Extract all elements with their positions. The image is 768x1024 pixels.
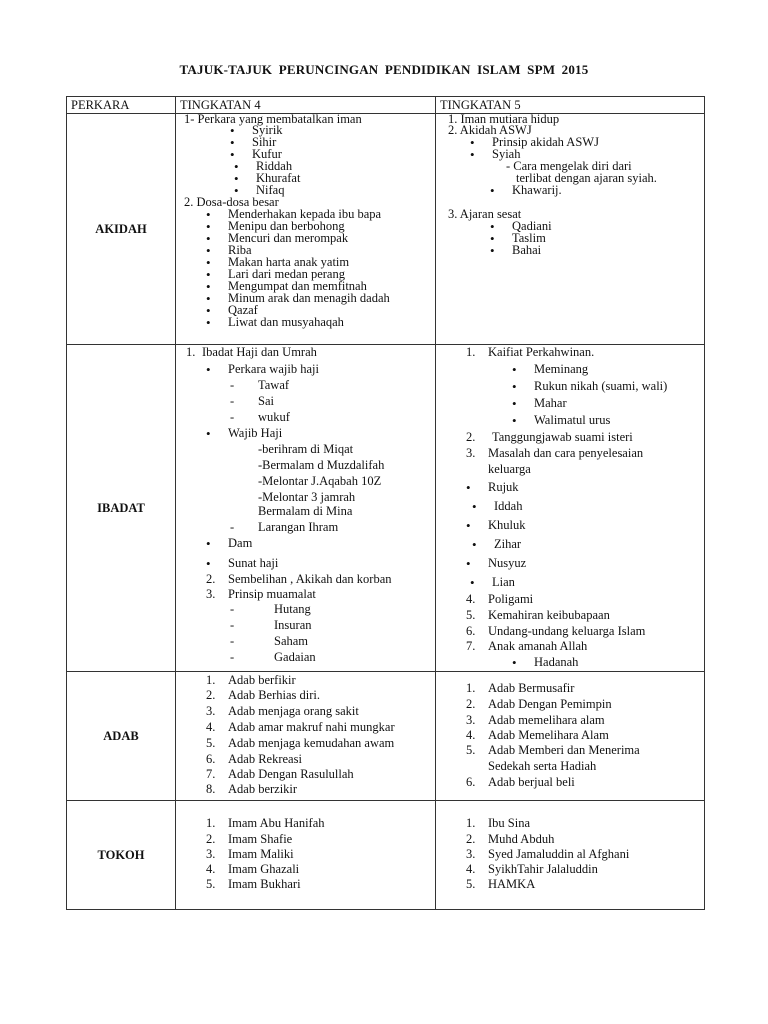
list-item: -berihram di Miqat: [258, 442, 354, 456]
list-item: • Khuluk: [488, 519, 526, 532]
list-item: 7.: [206, 767, 216, 781]
list-item: Adab berzikir: [228, 782, 298, 796]
list-item: • Sihir: [252, 136, 276, 149]
list-item: 1.: [186, 345, 196, 359]
list-item: Muhd Abduh: [488, 832, 555, 846]
row-label-adab: ADAB: [67, 672, 176, 801]
list-item: Adab menjaga kemudahan awam: [228, 736, 395, 750]
list-item: Syed Jamaluddin al Afghani: [488, 847, 630, 861]
list-item: • Mengumpat dan memfitnah: [228, 280, 367, 293]
list-item: Adab Memelihara Alam: [488, 728, 609, 742]
header-tingkatan-4: TINGKATAN 4: [176, 97, 436, 114]
list-item: -Bermalam d Muzdalifah: [258, 458, 385, 472]
list-item: Sedekah serta Hadiah: [488, 759, 597, 773]
list-item: 1.: [466, 345, 476, 359]
list-item: 2.: [466, 697, 476, 711]
list-item: 5.: [466, 877, 476, 891]
ibadat-tingkatan-4: [176, 345, 436, 672]
list-item: -: [230, 634, 235, 648]
table-header-row: [67, 97, 705, 114]
list-item: • Syiah: [492, 148, 520, 161]
list-item: Poligami: [488, 592, 534, 606]
list-item: 3.: [206, 704, 216, 718]
list-item: • Meminang: [534, 363, 588, 376]
list-item: 3.: [206, 587, 216, 601]
list-item: 5.: [206, 877, 216, 891]
list-item: 4.: [466, 592, 476, 606]
ibadat-tingkatan-5: [436, 345, 705, 672]
list-item: Imam Shafie: [228, 832, 293, 846]
list-item: -: [230, 618, 235, 632]
list-item: terlibat dengan ajaran syiah.: [516, 171, 657, 185]
list-item: • Iddah: [494, 500, 522, 513]
list-item: -: [230, 520, 235, 534]
list-item: -: [230, 410, 235, 424]
list-item: 3.: [466, 847, 476, 861]
list-item: SyikhTahir Jalaluddin: [488, 862, 598, 876]
list-item: -: [230, 394, 235, 408]
tokoh-tingkatan-5: [436, 801, 705, 910]
list-item: keluarga: [488, 462, 531, 476]
list-item: 3.: [466, 713, 476, 727]
list-item: HAMKA: [488, 877, 536, 891]
list-item: 4.: [466, 862, 476, 876]
list-item: 2. Akidah ASWJ: [448, 123, 532, 137]
table-row-tokoh: [67, 801, 705, 910]
list-item: -: [230, 650, 235, 664]
list-item: Tawaf: [258, 378, 290, 392]
topics-table: [66, 96, 705, 910]
list-item: 1- Perkara yang membatalkan iman: [184, 112, 362, 126]
list-item: • Rukun nikah (suami, wali): [534, 380, 667, 393]
list-item: • Syirik: [252, 124, 283, 137]
list-item: • Lian: [492, 576, 515, 589]
list-item: • Khurafat: [256, 172, 300, 185]
list-item: • Mencuri dan merompak: [228, 232, 348, 245]
list-item: 2. Dosa-dosa besar: [184, 195, 279, 209]
list-item: Masalah dan cara penyelesaian: [488, 446, 644, 460]
row-label-akidah: AKIDAH: [67, 114, 176, 345]
list-item: 3. Ajaran sesat: [448, 207, 522, 221]
list-item: 6.: [206, 752, 216, 766]
list-item: • Riba: [228, 244, 252, 257]
list-item: Adab amar makruf nahi mungkar: [228, 720, 395, 734]
list-item: Kemahiran keibubapaan: [488, 608, 610, 622]
tokoh-tingkatan-4: [176, 801, 436, 910]
list-item: 2.: [206, 832, 216, 846]
list-item: Imam Maliki: [228, 847, 294, 861]
list-item: Bermalam di Mina: [258, 504, 353, 518]
list-item: • Dam: [228, 537, 252, 550]
list-item: Adab Berhias diri.: [228, 688, 320, 702]
list-item: Prinsip muamalat: [228, 587, 316, 601]
list-item: 3.: [466, 446, 476, 460]
list-item: -: [230, 378, 235, 392]
list-item: Hutang: [274, 602, 311, 616]
list-item: • Liwat dan musyahaqah: [228, 316, 344, 329]
list-item: Undang-undang keluarga Islam: [488, 624, 646, 638]
list-item: Adab Bermusafir: [488, 681, 575, 695]
list-item: 8.: [206, 782, 216, 796]
list-item: 2.: [466, 832, 476, 846]
list-item: 5.: [466, 608, 476, 622]
list-item: Imam Abu Hanifah: [228, 816, 325, 830]
adab-tingkatan-5: [436, 672, 705, 801]
list-item: Anak amanah Allah: [488, 639, 588, 653]
list-item: 1.: [206, 816, 216, 830]
page-title: TAJUK-TAJUK PERUNCINGAN PENDIDIKAN ISLAM SPM 2015: [179, 62, 589, 77]
list-item: • Zihar: [494, 538, 521, 551]
table-row-adab: [67, 672, 705, 801]
list-item: Tanggungjawab suami isteri: [492, 430, 633, 444]
list-item: Sai: [258, 394, 274, 408]
table-row-akidah: [67, 114, 705, 345]
adab-tingkatan-4: [176, 672, 436, 801]
list-item: -: [230, 602, 235, 616]
list-item: Ibu Sina: [488, 816, 531, 830]
list-item: • Bahai: [512, 244, 541, 257]
list-item: 4.: [466, 728, 476, 742]
list-item: Adab memelihara alam: [488, 713, 605, 727]
list-item: Insuran: [274, 618, 312, 632]
row-label-ibadat: IBADAT: [67, 345, 176, 672]
list-item: 5.: [466, 743, 476, 757]
list-item: wukuf: [258, 410, 290, 424]
list-item: Adab menjaga orang sakit: [228, 704, 359, 718]
list-item: • Hadanah: [534, 656, 578, 669]
list-item: • Makan harta anak yatim: [228, 256, 349, 269]
list-item: Imam Ghazali: [228, 862, 300, 876]
row-label-tokoh: TOKOH: [67, 801, 176, 910]
list-item: • Wajib Haji: [228, 427, 282, 440]
list-item: • Menipu dan berbohong: [228, 220, 345, 233]
akidah-tingkatan-5: [436, 114, 705, 345]
list-item: Imam Bukhari: [228, 877, 301, 891]
list-item: • Qazaf: [228, 304, 258, 317]
list-item: • Riddah: [256, 160, 292, 173]
list-item: • Taslim: [512, 232, 546, 245]
list-item: • Perkara wajib haji: [228, 363, 319, 376]
list-item: • Mahar: [534, 397, 567, 410]
header-tingkatan-5: TINGKATAN 5: [436, 97, 705, 114]
list-item: Kaifiat Perkahwinan.: [488, 345, 595, 359]
list-item: - Cara mengelak diri dari: [506, 159, 632, 173]
list-item: Saham: [274, 634, 309, 648]
list-item: Adab Rekreasi: [228, 752, 302, 766]
list-item: 7.: [466, 639, 476, 653]
list-item: • Nusyuz: [488, 557, 526, 570]
list-item: -Melontar J.Aqabah 10Z: [258, 474, 382, 488]
list-item: • Qadiani: [512, 220, 552, 233]
list-item: Larangan Ihram: [258, 520, 339, 534]
table-row-ibadat: [67, 345, 705, 672]
list-item: 6.: [466, 775, 476, 789]
list-item: 2.: [206, 688, 216, 702]
list-item: 2.: [206, 572, 216, 586]
list-item: • Rujuk: [488, 481, 519, 494]
list-item: • Lari dari medan perang: [228, 268, 345, 281]
list-item: 4.: [206, 862, 216, 876]
list-item: 5.: [206, 736, 216, 750]
list-item: 2.: [466, 430, 476, 444]
list-item: • Prinsip akidah ASWJ: [492, 136, 599, 149]
list-item: • Khawarij.: [512, 184, 562, 197]
list-item: 1.: [206, 673, 216, 687]
header-perkara: PERKARA: [67, 97, 176, 114]
list-item: 4.: [206, 720, 216, 734]
list-item: -Melontar 3 jamrah: [258, 490, 356, 504]
list-item: Adab Dengan Pemimpin: [488, 697, 612, 711]
list-item: Sembelihan , Akikah dan korban: [228, 572, 392, 586]
list-item: • Kufur: [252, 148, 282, 161]
list-item: Gadaian: [274, 650, 316, 664]
akidah-tingkatan-4: [176, 114, 436, 345]
list-item: • Menderhakan kepada ibu bapa: [228, 208, 381, 221]
list-item: • Nifaq: [256, 184, 284, 197]
list-item: • Sunat haji: [228, 557, 278, 570]
list-item: Adab berjual beli: [488, 775, 575, 789]
list-item: • Minum arak dan menagih dadah: [228, 292, 390, 305]
list-item: 1. Iman mutiara hidup: [448, 112, 560, 126]
list-item: 3.: [206, 847, 216, 861]
list-item: 6.: [466, 624, 476, 638]
list-item: Adab Dengan Rasulullah: [228, 767, 354, 781]
list-item: 1.: [466, 816, 476, 830]
list-item: • Walimatul urus: [534, 414, 610, 427]
list-item: 1.: [466, 681, 476, 695]
list-item: Adab berfikir: [228, 673, 296, 687]
list-item: Adab Memberi dan Menerima: [488, 743, 640, 757]
list-item: Ibadat Haji dan Umrah: [202, 345, 317, 359]
